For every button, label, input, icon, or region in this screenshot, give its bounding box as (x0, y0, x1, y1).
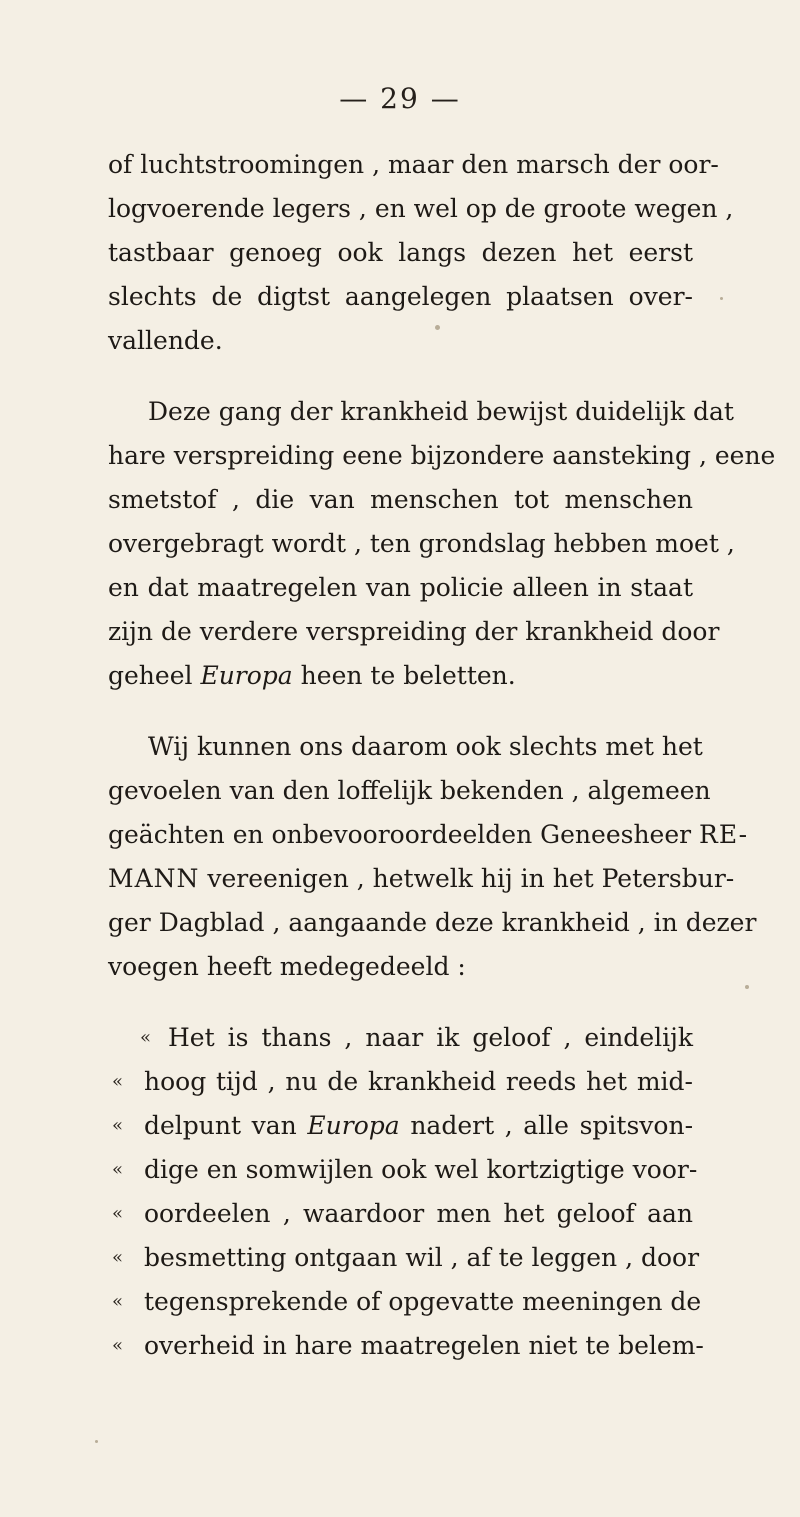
text-fragment: vereenigen , hetwelk hij in het Petersbur- (207, 864, 735, 893)
page-number: — 29 — (339, 82, 461, 115)
text-line (108, 654, 693, 698)
paper-speck (720, 297, 723, 300)
text-line: zijn de verdere verspreiding der krankheid door (108, 617, 720, 646)
quote-text: oordeelen , waardoor men het geloof aan (144, 1199, 693, 1228)
text-line: gevoelen van den loffelijk bekenden , algemeen (108, 776, 711, 805)
text-line (108, 857, 735, 901)
quote-line (112, 1324, 704, 1368)
text-line: slechts de digtst aangelegen plaatsen over- (108, 282, 693, 311)
text-line: hare verspreiding eene bijzondere aansteking , eene (108, 441, 776, 470)
text-line: Deze gang der krankheid bewijst duidelijk dat (148, 397, 734, 426)
text-line: ger Dagblad , aangaande deze krankheid , in dezer (108, 908, 757, 937)
quote-line (112, 1016, 693, 1060)
paper-speck (435, 325, 440, 330)
text-line: of luchtstroomingen , maar den marsch der oor- (108, 150, 719, 179)
italic-place-name: Europa (307, 1111, 400, 1140)
quote-line (112, 1060, 693, 1104)
quote-text: dige en somwijlen ook wel kortzigtige voor- (144, 1155, 698, 1184)
text-fragment: nadert , alle spitsvon- (410, 1111, 694, 1140)
text-line: smetstof , die van menschen tot menschen (108, 485, 693, 514)
quote-text (144, 1104, 693, 1148)
text-line: voegen heeft medegedeeld : (108, 952, 466, 981)
quote-text: overheid in hare maatregelen niet te belem- (144, 1331, 704, 1360)
paper-speck (745, 985, 749, 989)
text-fragment: geheel (108, 661, 193, 690)
quote-line (112, 1148, 698, 1192)
quote-text: hoog tijd , nu de krankheid reeds het mid- (144, 1067, 693, 1096)
text-line (108, 813, 749, 857)
quote-mark: « (112, 1071, 124, 1092)
quote-line (112, 1104, 693, 1148)
quote-line (112, 1236, 700, 1280)
quote-line (112, 1280, 702, 1324)
quote-line (112, 1192, 693, 1236)
quote-text: tegensprekende of opgevatte meeningen de (144, 1287, 702, 1316)
small-caps-name: MANN (108, 864, 200, 893)
text-fragment: heen te beletten. (300, 661, 516, 690)
quote-mark: « (112, 1159, 124, 1180)
text-line: overgebragt wordt , ten grondslag hebben moet , (108, 529, 735, 558)
quote-text: besmetting ontgaan wil , af te leggen , door (144, 1243, 700, 1272)
small-caps-name: RE- (699, 820, 749, 849)
text-line: logvoerende legers , en wel op de groote wegen , (108, 194, 734, 223)
text-line: en dat maatregelen van policie alleen in staat (108, 573, 693, 602)
quote-mark: « (112, 1335, 124, 1356)
text-line: Wij kunnen ons daarom ook slechts met het (148, 732, 703, 761)
quote-text: Het is thans , naar ik geloof , eindelijk (168, 1023, 693, 1052)
paper-speck (95, 1440, 98, 1443)
text-fragment: delpunt van (144, 1111, 297, 1140)
quote-mark: « (112, 1203, 124, 1224)
text-fragment: geächten en onbevooroordeelden Geneesheer (108, 820, 692, 849)
quote-mark: « (112, 1115, 124, 1136)
text-line: tastbaar genoeg ook langs dezen het eerst (108, 238, 693, 267)
quote-mark: « (140, 1027, 152, 1048)
text-line: vallende. (108, 326, 223, 355)
italic-place-name: Europa (200, 661, 293, 690)
quote-mark: « (112, 1291, 124, 1312)
quote-mark: « (112, 1247, 124, 1268)
